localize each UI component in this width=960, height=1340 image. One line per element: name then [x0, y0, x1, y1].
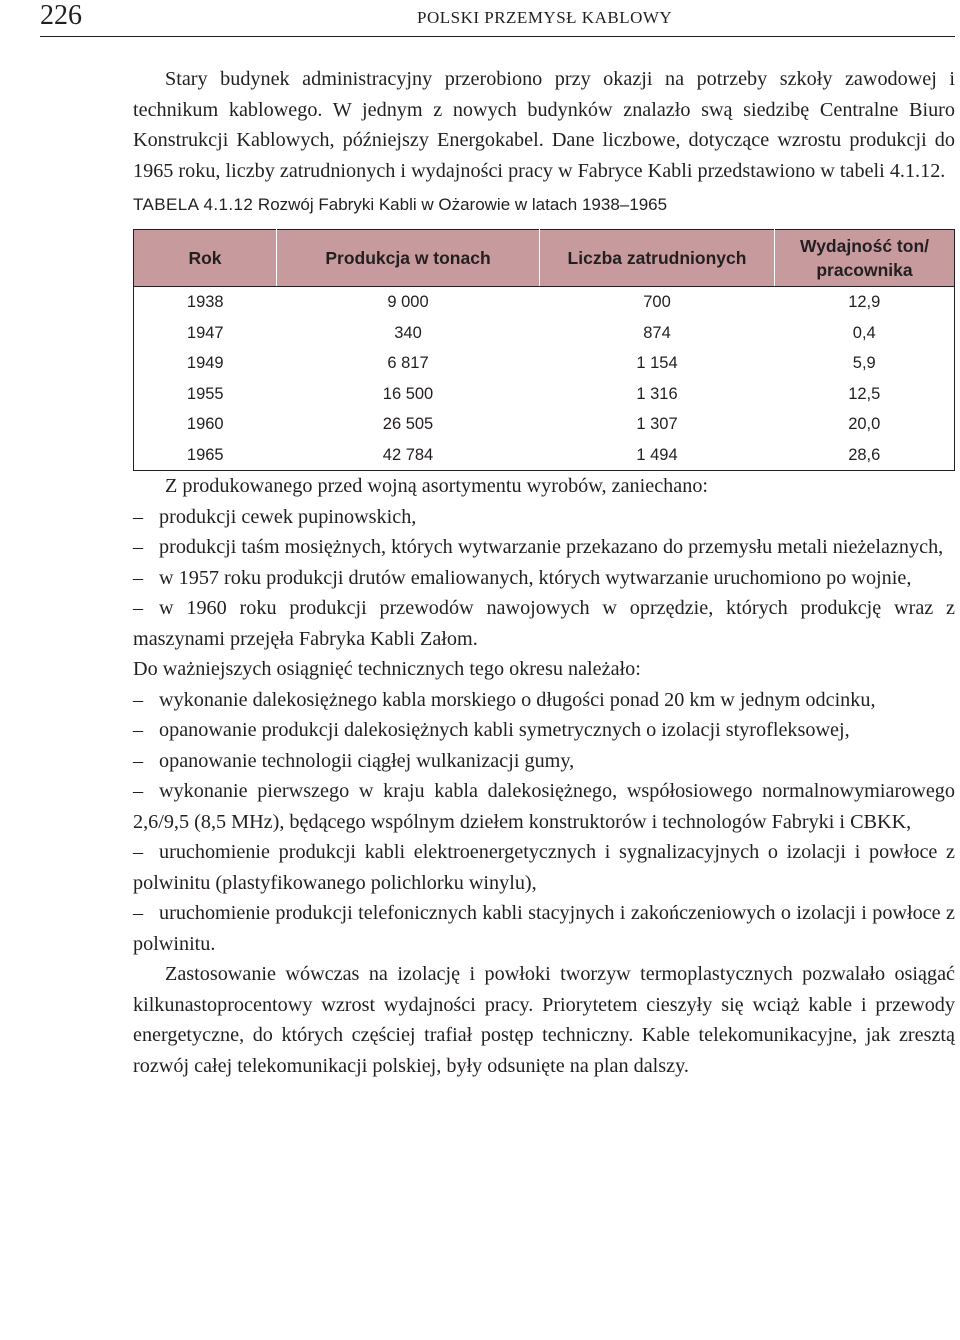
- table-row: [134, 379, 955, 410]
- table-row: [134, 440, 955, 471]
- list-item: [133, 746, 955, 777]
- cell-employees: 1 307: [636, 415, 678, 433]
- cell-year: 1955: [186, 384, 224, 403]
- cell-production: 16 500: [382, 384, 434, 403]
- cell-production: 6 817: [387, 354, 429, 372]
- cell-production: 26 505: [382, 415, 434, 433]
- page-content: [133, 64, 955, 1081]
- table-label: TABELA 4.1.12: [133, 195, 254, 214]
- list-item: [133, 837, 955, 898]
- list-item: [133, 563, 955, 594]
- abandoned-lead: Z produkowanego przed wojną asortymentu wyrobów, zaniechano:: [165, 475, 709, 497]
- dash-marker: –: [133, 536, 144, 558]
- cell-year: 1949: [186, 354, 224, 372]
- dash-marker: –: [133, 719, 144, 741]
- list-item-text: opanowanie produkcji dalekosiężnych kabli symetrycznych o izolacji styrofleksowej,: [159, 719, 850, 741]
- list-item-text: wykonanie dalekosiężnego kabla morskiego o długości ponad 20 km w jednym odcinku,: [159, 688, 876, 711]
- dash-marker: –: [133, 597, 144, 619]
- list-item: [133, 715, 955, 746]
- header-employees: Liczba zatrudnionych: [540, 230, 775, 287]
- header-productivity: Wydajność ton/ pracownika: [775, 230, 955, 287]
- list-item-text: uruchomienie produkcji kabli elektroenergetycznych i sygnalizacyjnych o izolacji i powłoce z polwinitu (plastyfikowanego polichlorku winylu),: [133, 841, 955, 894]
- dash-marker: –: [133, 566, 144, 589]
- cell-production: 340: [394, 323, 422, 342]
- intro-paragraph: Stary budynek administracyjny przerobiono przy okazji na potrzeby szkoły zawodowej i technikum kablowego. W jednym z nowych budynków znalazło swą siedzibę Centralne Biuro Konstrukcji Kablowych, późniejszy Energokabel. Dane liczbowe, dotyczące wzrostu produkcji do 1965 roku, liczby zatrudnionych i wydajności pracy w Fabryce Kabli przedstawiono w tabeli 4.1.12.: [133, 68, 955, 182]
- list-item: [133, 502, 955, 533]
- dash-marker: –: [133, 902, 144, 924]
- page-header: [40, 0, 955, 37]
- running-head: POLSKI PRZEMYSŁ KABLOWY: [417, 8, 673, 27]
- table-row: [134, 318, 955, 349]
- cell-production: 9 000: [387, 293, 429, 311]
- list-item: [133, 593, 955, 654]
- page-number: 226: [40, 0, 82, 31]
- list-item: [133, 685, 955, 716]
- table-caption: [133, 194, 955, 216]
- list-item: [133, 532, 955, 563]
- dash-marker: –: [133, 688, 144, 711]
- dash-marker: –: [133, 749, 144, 772]
- cell-productivity: 0,4: [852, 323, 876, 342]
- list-item: [133, 776, 955, 837]
- dash-marker: –: [133, 780, 144, 802]
- cell-productivity: 5,9: [852, 354, 876, 372]
- cell-employees: 1 494: [636, 445, 678, 464]
- achievements-lead: Do ważniejszych osiągnięć technicznych tego okresu należało:: [133, 658, 641, 680]
- table-row: [134, 348, 955, 379]
- list-item-text: uruchomienie produkcji telefonicznych kabli stacyjnych i zakończeniowych o izolacji i powłoce z polwinitu.: [133, 902, 955, 955]
- list-item-text: opanowanie technologii ciągłej wulkanizacji gumy,: [159, 749, 575, 772]
- cell-employees: 1 154: [636, 354, 678, 372]
- cell-employees: 700: [643, 293, 671, 311]
- cell-productivity: 20,0: [848, 415, 881, 433]
- cell-year: 1938: [186, 293, 224, 311]
- cell-year: 1965: [186, 445, 224, 464]
- table-header-row: [134, 230, 955, 287]
- header-year: Rok: [134, 230, 277, 287]
- dash-marker: –: [133, 841, 144, 863]
- list-item: [133, 898, 955, 959]
- cell-year: 1960: [186, 415, 224, 433]
- table-row: [134, 287, 955, 318]
- table-title: Rozwój Fabryki Kabli w Ożarowie w latach 1938–1965: [257, 195, 668, 214]
- list-item-text: produkcji cewek pupinowskich,: [159, 505, 417, 528]
- table-row: [134, 409, 955, 440]
- list-item-text: w 1960 roku produkcji przewodów nawojowych w oprzędzie, których produkcję wraz z maszynami przejęła Fabryka Kabli Załom.: [133, 597, 955, 650]
- cell-productivity: 28,6: [848, 445, 881, 464]
- dash-marker: –: [133, 505, 144, 528]
- cell-productivity: 12,9: [848, 293, 881, 311]
- cell-employees: 874: [643, 323, 671, 342]
- cell-production: 42 784: [382, 445, 434, 464]
- list-item-text: wykonanie pierwszego w kraju kabla dalekosiężnego, współosiowego normalnowymiarowego 2,6/9,5 (8,5 MHz), będącego wspólnym dziełem konstruktorów i technologów Fabryki i CBKK,: [133, 780, 955, 833]
- cell-productivity: 12,5: [848, 384, 881, 403]
- header-production: Produkcja w tonach: [277, 230, 540, 287]
- cell-employees: 1 316: [636, 384, 678, 403]
- cell-year: 1947: [186, 323, 224, 342]
- list-item-text: w 1957 roku produkcji drutów emaliowanych, których wytwarzanie uruchomiono po wojnie,: [159, 566, 912, 589]
- production-table: [133, 229, 955, 471]
- list-item-text: produkcji taśm mosiężnych, których wytwarzanie przekazano do przemysłu metali nieżelaznych,: [159, 536, 944, 558]
- closing-paragraph: Zastosowanie wówczas na izolację i powłoki tworzyw termoplastycznych pozwalało osiągać kilkunastoprocentowy wzrost wydajności pracy. Priorytetem cieszyły się wciąż kable i przewody energetyczne, do których częściej trafiał postęp techniczny. Kable telekomunikacyjne, jak zresztą rozwój całej telekomunikacji polskiej, były odsunięte na plan dalszy.: [133, 963, 955, 1077]
